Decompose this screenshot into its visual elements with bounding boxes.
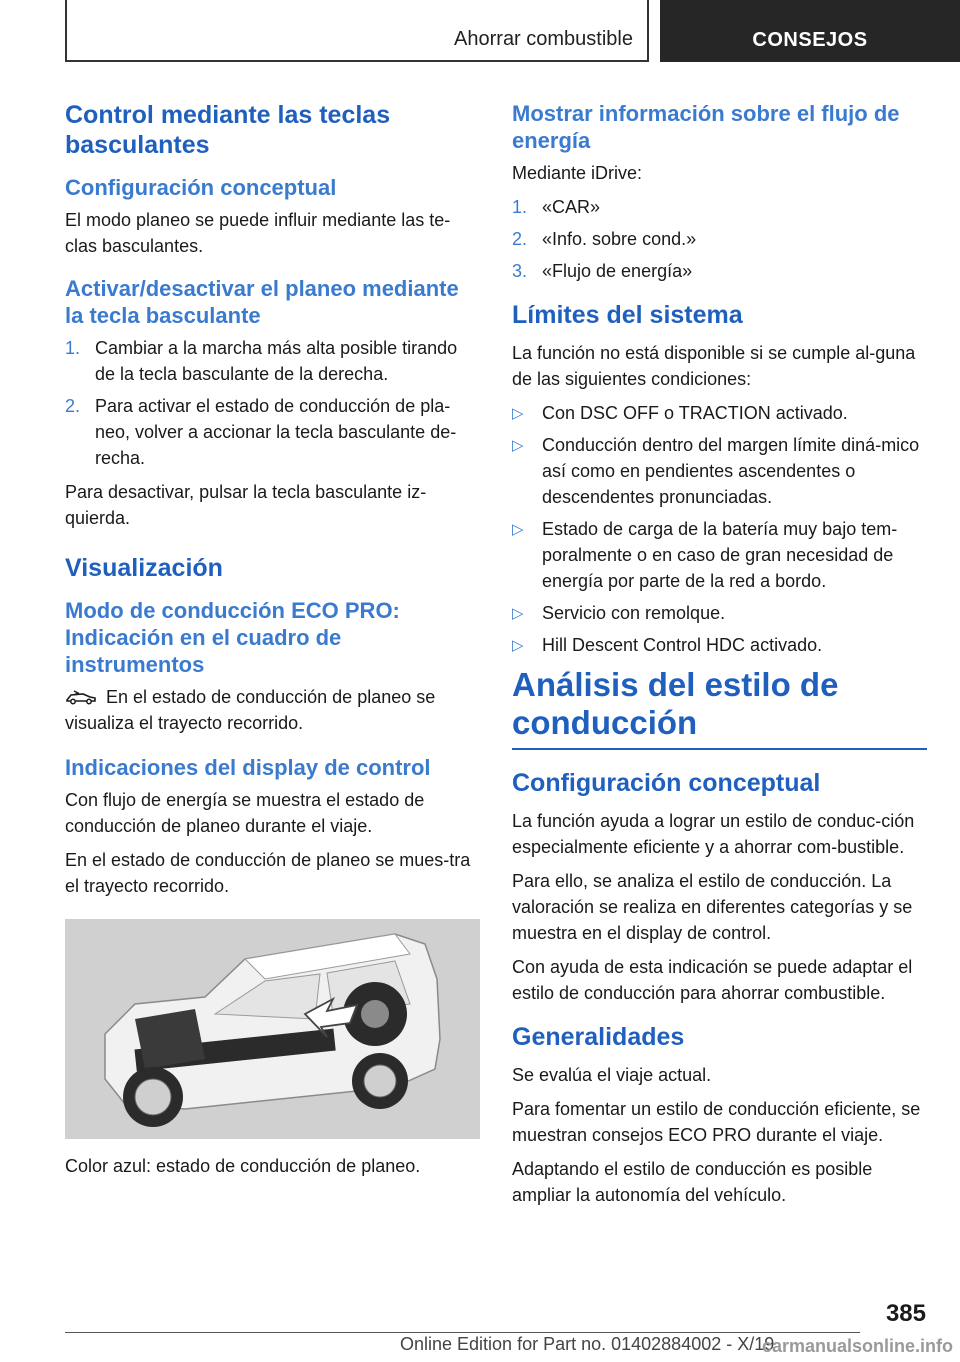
page-number: 385 xyxy=(885,1300,926,1327)
right-column xyxy=(512,100,927,1216)
bullet-text: Hill Descent Control HDC activado. xyxy=(542,635,823,655)
heading-control: Control mediante las teclas basculantes xyxy=(65,101,391,159)
para-gen-3: Adaptando el estilo de conducción es posible ampliar la autonomía del vehículo. xyxy=(512,1159,873,1205)
triangle-right-outline-icon: ▷ xyxy=(512,521,524,538)
para-config-1: La función ayuda a lograr un estilo de conduc-ción especialmente eficiente y a ahorrar com-bustible. xyxy=(512,811,915,857)
step-text: «Flujo de energía» xyxy=(542,261,693,281)
para-modo xyxy=(65,684,480,736)
activar-steps xyxy=(65,335,480,471)
para-limites: La función no está disponible si se cumple al-guna de las siguientes condiciones: xyxy=(512,343,916,389)
step-number: 1. xyxy=(65,338,81,358)
car-energy-flow-illustration xyxy=(65,919,480,1139)
triangle-right-outline-icon: ▷ xyxy=(512,605,524,622)
para-gen-1: Se evalúa el viaje actual. xyxy=(512,1065,712,1085)
list-item xyxy=(512,226,927,252)
heading-generalidades: Generalidades xyxy=(512,1023,685,1051)
heading-config-right: Configuración conceptual xyxy=(512,769,821,797)
limites-list xyxy=(512,400,927,658)
step-text: «CAR» xyxy=(542,197,601,217)
coasting-car-icon xyxy=(65,689,97,705)
para-modo-text: En el estado de conducción de planeo se visualiza el trayecto recorrido. xyxy=(65,687,436,733)
step-number: 2. xyxy=(65,396,81,416)
step-number: 2. xyxy=(512,229,528,249)
para-config-3: Con ayuda de esta indicación se puede adaptar el estilo de conducción para ahorrar combustible. xyxy=(512,957,913,1003)
step-number: 1. xyxy=(512,197,528,217)
watermark: carmanualsonline.info xyxy=(762,1336,954,1356)
list-item xyxy=(512,632,927,658)
para-gen-2: Para fomentar un estilo de conducción eficiente, se muestran consejos ECO PRO durante el viaje. xyxy=(512,1099,921,1145)
heading-config: Configuración conceptual xyxy=(65,175,337,200)
heading-activar: Activar/desactivar el planeo mediante la tecla basculante xyxy=(65,276,459,328)
chapter-heading-block xyxy=(512,666,927,750)
list-item xyxy=(512,194,927,220)
para-indic-2: En el estado de conducción de planeo se mues-tra el trayecto recorrido. xyxy=(65,850,471,896)
para-desactivar: Para desactivar, pulsar la tecla basculante iz-quierda. xyxy=(65,482,427,528)
left-column xyxy=(65,100,480,1187)
list-item xyxy=(512,432,927,510)
list-item xyxy=(512,258,927,284)
step-text: Para activar el estado de conducción de pla-neo, volver a accionar la tecla basculante de-recha. xyxy=(95,396,457,468)
step-number: 3. xyxy=(512,261,528,281)
heading-indicaciones: Indicaciones del display de control xyxy=(65,755,431,780)
triangle-right-outline-icon: ▷ xyxy=(512,405,524,422)
list-item xyxy=(512,400,927,426)
step-text: Cambiar a la marcha más alta posible tirando de la tecla basculante de la derecha. xyxy=(95,338,458,384)
header-section-title: Ahorrar combustible xyxy=(454,28,633,50)
heading-visualizacion: Visualización xyxy=(65,554,223,582)
para-config-2: Para ello, se analiza el estilo de conducción. La valoración se realiza en diferentes categorías y se muestra en el display de control. xyxy=(512,871,913,943)
header-chapter-label: CONSEJOS xyxy=(752,29,868,51)
triangle-right-outline-icon: ▷ xyxy=(512,437,524,454)
para-indic-1: Con flujo de energía se muestra el estado de conducción de planeo durante el viaje. xyxy=(65,790,425,836)
heading-limites: Límites del sistema xyxy=(512,301,743,329)
heading-mostrar: Mostrar información sobre el flujo de energía xyxy=(512,101,900,153)
bullet-text: Conducción dentro del margen límite diná-mico así como en pendientes ascendentes o descendentes pronunciadas. xyxy=(542,435,920,507)
step-text: «Info. sobre cond.» xyxy=(542,229,697,249)
footer-edition: Online Edition for Part no. 01402884002 - X/19 xyxy=(400,1334,775,1354)
heading-analisis: Análisis del estilo de conducción xyxy=(512,666,839,741)
bullet-text: Con DSC OFF o TRACTION activado. xyxy=(542,403,848,423)
idrive-steps xyxy=(512,194,927,284)
heading-modo: Modo de conducción ECO PRO: Indicación en el cuadro de instrumentos xyxy=(65,598,400,677)
para-config: El modo planeo se puede influir mediante las te-clas basculantes. xyxy=(65,210,451,256)
para-idrive: Mediante iDrive: xyxy=(512,163,643,183)
list-item xyxy=(65,335,480,387)
header-frame xyxy=(65,0,649,62)
figure-caption: Color azul: estado de conducción de planeo. xyxy=(65,1156,421,1176)
footer-divider xyxy=(65,1332,860,1333)
triangle-right-outline-icon: ▷ xyxy=(512,637,524,654)
list-item xyxy=(512,516,927,594)
list-item xyxy=(65,393,480,471)
list-item xyxy=(512,600,927,626)
header-chapter-tab xyxy=(660,0,960,62)
bullet-text: Servicio con remolque. xyxy=(542,603,726,623)
car-illustration xyxy=(65,919,480,1139)
bullet-text: Estado de carga de la batería muy bajo tem-poralmente o en caso de gran necesidad de energía por parte de la red a bordo. xyxy=(542,519,898,591)
